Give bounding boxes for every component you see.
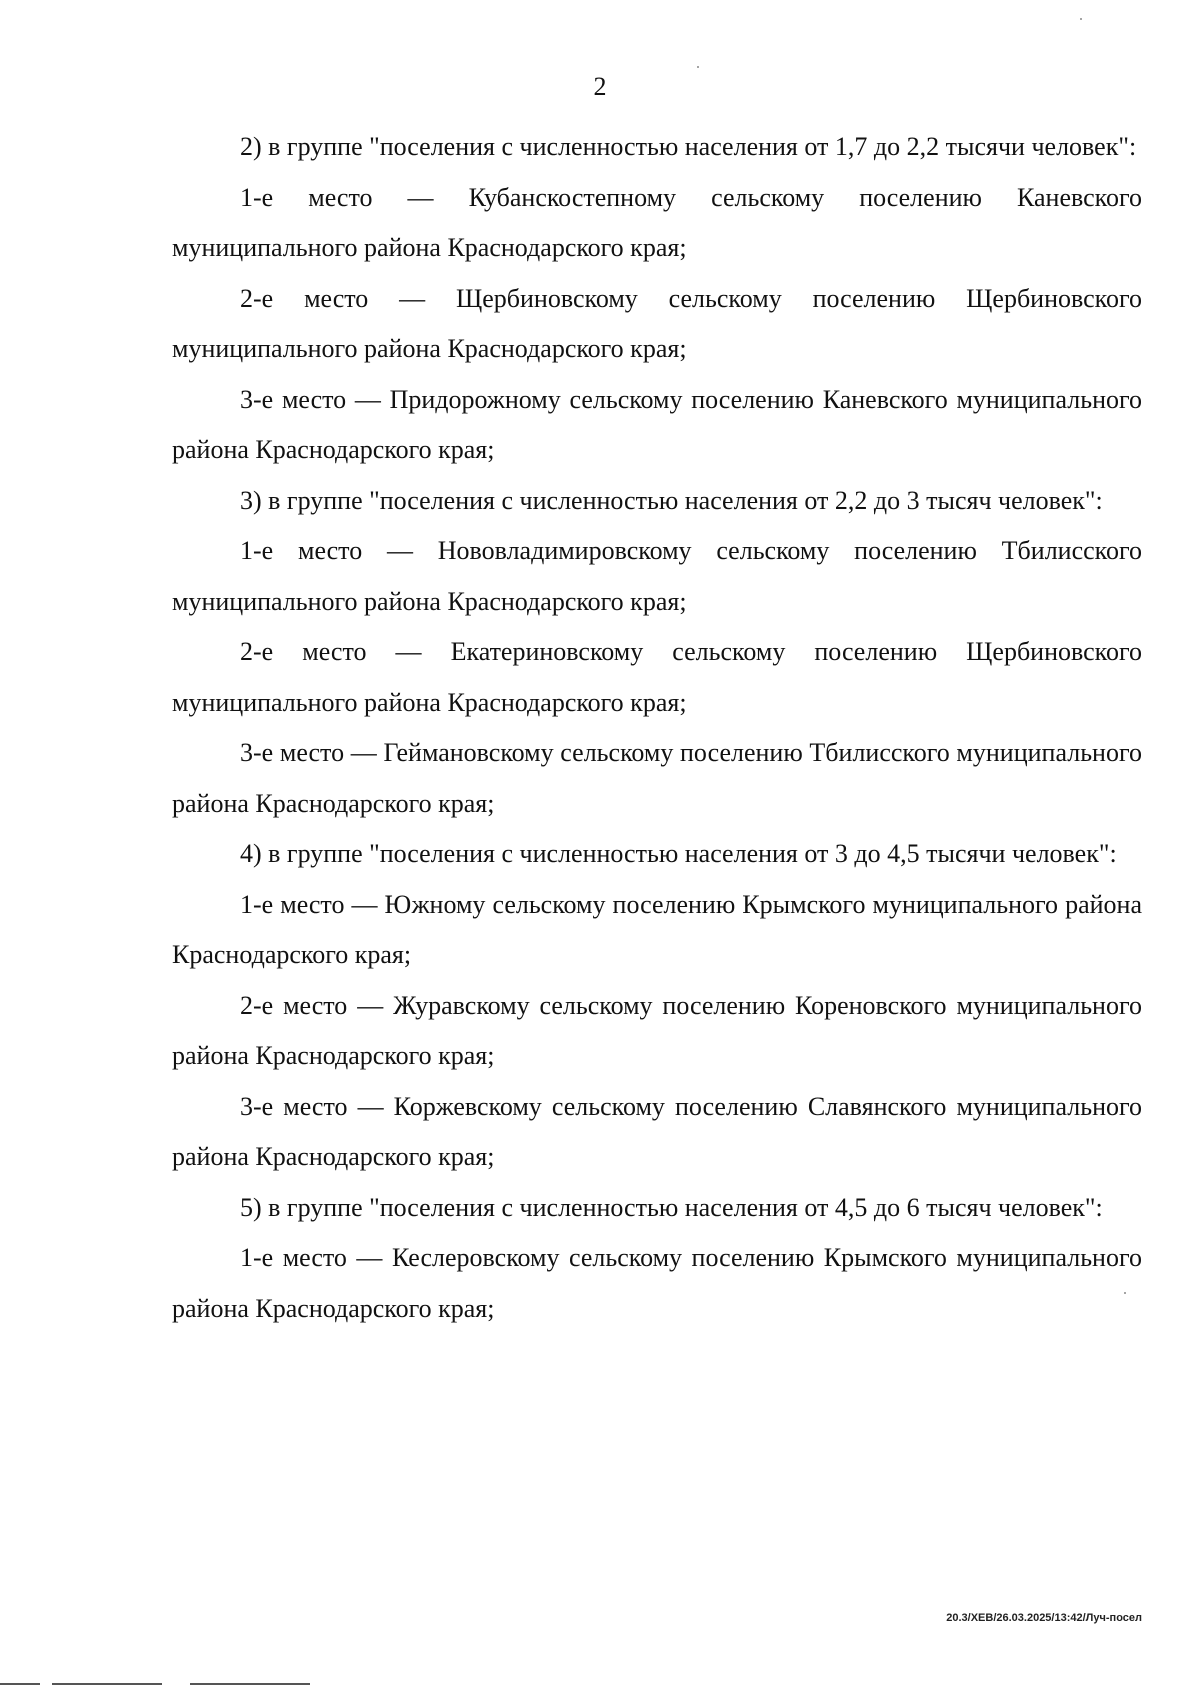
paragraph-group-3-place-1: 1-е место — Нововладимировскому сельскому поселению Тбилисского муниципального района Краснодарского края;	[172, 536, 1142, 616]
page-number: 2	[593, 72, 607, 101]
paragraph-group-4-place-3: 3-е место — Коржевскому сельскому поселению Славянского муниципального района Краснодарского края;	[172, 1091, 1142, 1171]
paragraph-group-3-heading: 3) в группе "поселения с численностью населения от 2,2 до 3 тысяч человек":	[240, 485, 1103, 515]
scan-edge-line	[52, 1683, 162, 1685]
document-footer-code: 20.3/ХЕВ/26.03.2025/13:42/Луч-посел	[946, 1612, 1142, 1624]
scan-speck	[1124, 1292, 1126, 1294]
paragraph-group-2-place-1: 1-е место — Кубанскостепному сельскому поселению Каневского муниципального района Краснодарского края;	[172, 182, 1142, 262]
paragraph-group-4-place-2: 2-е место — Журавскому сельскому поселению Кореновского муниципального района Краснодарского края;	[172, 990, 1142, 1070]
paragraph-group-4-place-1: 1-е место — Южному сельскому поселению Крымского муниципального района Краснодарского края;	[172, 889, 1142, 969]
paragraph-group-2-place-2: 2-е место — Щербиновскому сельскому поселению Щербиновского муниципального района Краснодарского края;	[172, 283, 1142, 363]
scan-speck	[697, 66, 699, 68]
paragraph-group-2-place-3: 3-е место — Придорожному сельскому поселению Каневского муниципального района Краснодарского края;	[172, 384, 1142, 464]
paragraph-group-5-place-1: 1-е место — Кеслеровскому сельскому поселению Крымского муниципального района Краснодарского края;	[172, 1243, 1142, 1323]
scan-speck	[1080, 18, 1082, 20]
paragraph-group-2-heading: 2) в группе "поселения с численностью населения от 1,7 до 2,2 тысячи человек":	[240, 132, 1137, 161]
scan-edge-line	[0, 1683, 40, 1685]
paragraph-group-4-heading: 4) в группе "поселения с численностью населения от 3 до 4,5 тысячи человек":	[240, 839, 1117, 868]
paragraph-group-5-heading: 5) в группе "поселения с численностью населения от 4,5 до 6 тысяч человек":	[240, 1192, 1103, 1222]
scan-edge-line	[190, 1683, 310, 1685]
paragraph-group-3-place-3: 3-е место — Геймановскому сельскому поселению Тбилисского муниципального района Краснодарского края;	[172, 738, 1142, 818]
document-body	[172, 122, 1142, 1334]
paragraph-group-3-place-2: 2-е место — Екатериновскому сельскому поселению Щербиновского муниципального района Краснодарского края;	[172, 637, 1142, 717]
